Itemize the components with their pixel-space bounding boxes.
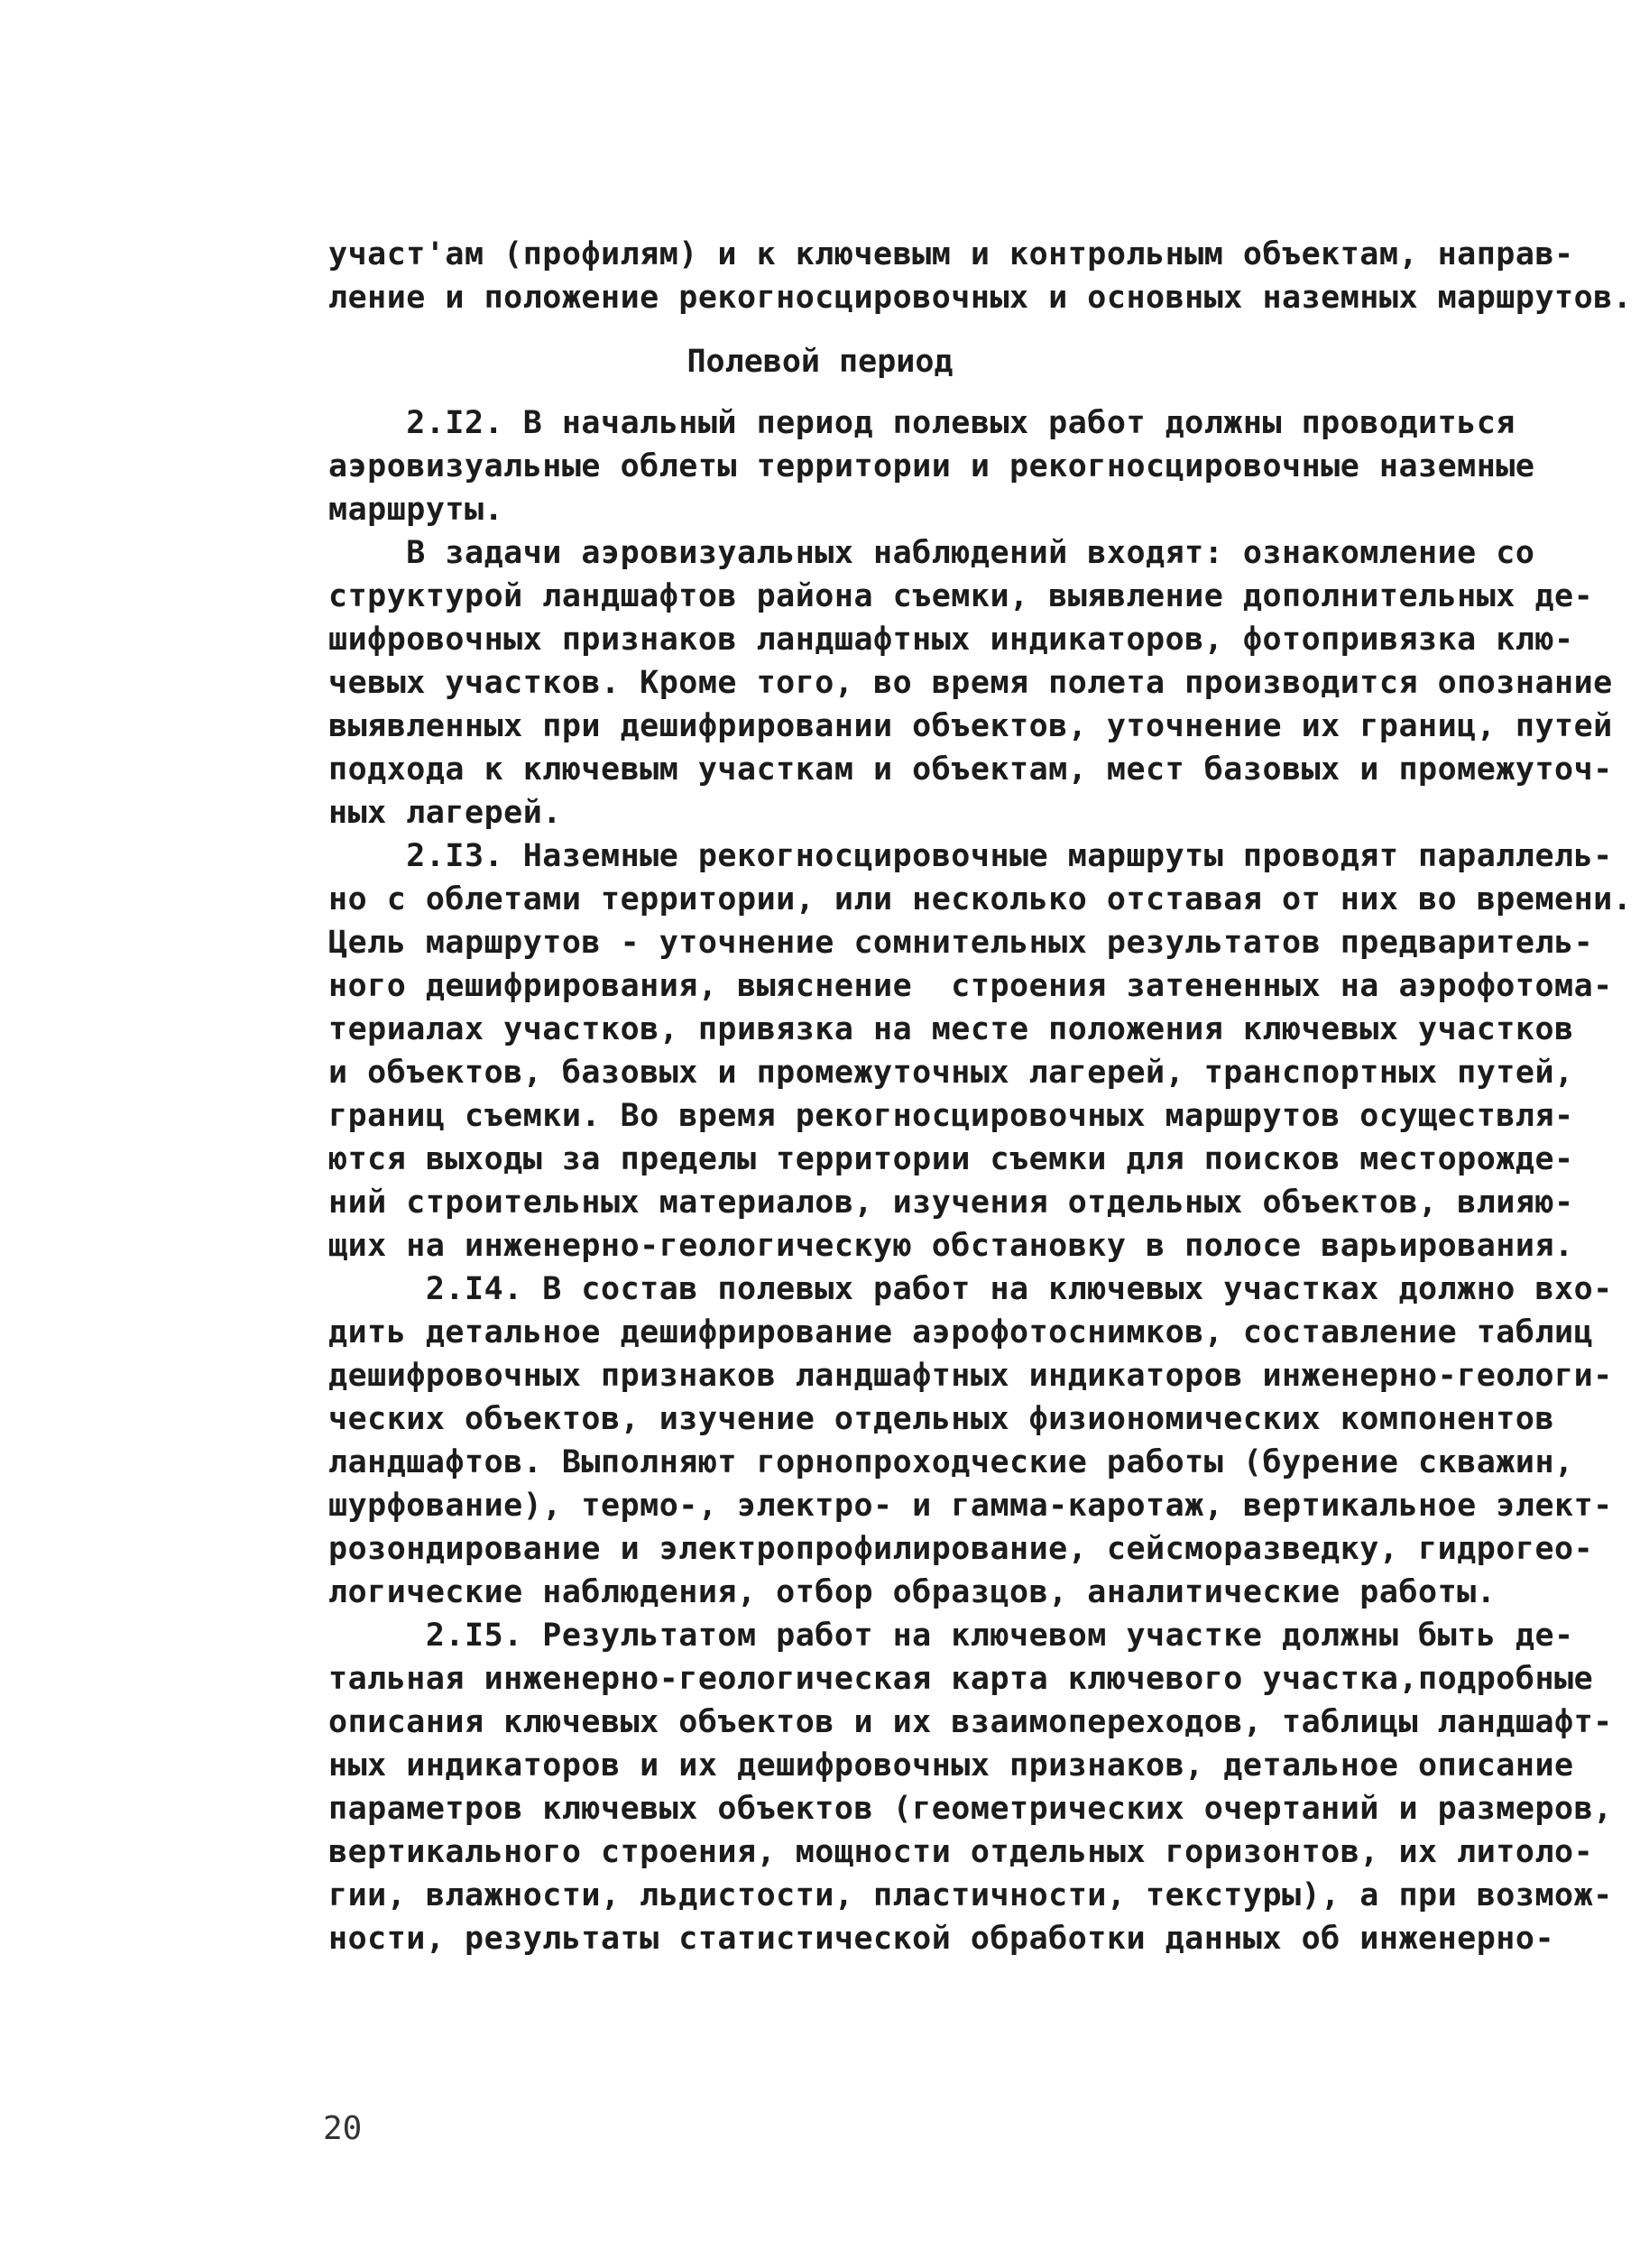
- text-line: дешифровочных признаков ландшафтных индикаторов инженерно-геологи-: [328, 1358, 1613, 1394]
- text-line: ного дешифрирования, выяснение строения затененных на аэрофотома-: [328, 968, 1613, 1004]
- text-line: границ съемки. Во время рекогносцировочных маршрутов осуществля-: [328, 1098, 1574, 1134]
- text-line: териалах участков, привязка на месте положения ключевых участков: [328, 1011, 1574, 1047]
- text-line: аэровизуальные облеты территории и рекогносцировочные наземные: [328, 448, 1535, 484]
- text-line: ний строительных материалов, изучения отдельных объектов, влияю-: [328, 1185, 1574, 1221]
- text-line: ных лагерей.: [328, 795, 562, 831]
- text-line: 2.I3. Наземные рекогносцировочные маршруты проводят параллель-: [328, 838, 1613, 874]
- text-line: тальная инженерно-геологическая карта ключевого участка,подробные: [328, 1661, 1594, 1697]
- text-line: дить детальное дешифрирование аэрофотоснимков, составление таблиц: [328, 1314, 1594, 1351]
- text-line: ются выходы за пределы территории съемки для поисков месторожде-: [328, 1141, 1574, 1177]
- text-line: ландшафтов. Выполняют горнопроходческие работы (бурение скважин,: [328, 1444, 1574, 1480]
- text-line: Цель маршрутов - уточнение сомнительных результатов предваритель-: [328, 925, 1594, 961]
- text-line: 2.I2. В начальный период полевых работ должны проводиться: [328, 405, 1516, 441]
- text-line: ности, результаты статистической обработки данных об инженерно-: [328, 1921, 1555, 1957]
- text-line: В задачи аэровизуальных наблюдений входят: ознакомление со: [328, 535, 1535, 571]
- text-line: и объектов, базовых и промежуточных лагерей, транспортных путей,: [328, 1055, 1574, 1091]
- text-line: но с облетами территории, или несколько отставая от них во времени.: [328, 881, 1633, 917]
- text-line: ных индикаторов и их дешифровочных признаков, детальное описание: [328, 1747, 1574, 1784]
- text-line: гии, влажности, льдистости, пластичности, текстуры), а при возмож-: [328, 1877, 1613, 1913]
- text-line: логические наблюдения, отбор образцов, аналитические работы.: [328, 1574, 1497, 1610]
- text-line: параметров ключевых объектов (геометрических очертаний и размеров,: [328, 1791, 1613, 1827]
- text-line: 2.I5. Результатом работ на ключевом участке должны быть де-: [328, 1618, 1574, 1654]
- text-line: выявленных при дешифрировании объектов, уточнение их границ, путей: [328, 708, 1613, 744]
- text-line: вертикального строения, мощности отдельных горизонтов, их литоло-: [328, 1834, 1594, 1870]
- text-line: розондирование и электропрофилирование, сейсморазведку, гидрогео-: [328, 1531, 1594, 1567]
- text-line: 2.I4. В состав полевых работ на ключевых участках должно вхо-: [328, 1271, 1613, 1307]
- text-line: шифровочных признаков ландшафтных индикаторов, фотопривязка клю-: [328, 622, 1574, 658]
- text-line: чевых участков. Кроме того, во время полета производится опознание: [328, 665, 1613, 701]
- section-heading: Полевой период: [686, 344, 954, 380]
- text-line: подхода к ключевым участкам и объектам, мест базовых и промежуточ-: [328, 751, 1613, 788]
- page-number: 20: [323, 2110, 363, 2147]
- text-line: маршруты.: [328, 492, 504, 528]
- text-line: шурфование), термо-, электро- и гамма-каротаж, вертикальное элект-: [328, 1488, 1613, 1524]
- text-line: участ'ам (профилям) и к ключевым и контрольным объектам, направ-: [328, 236, 1574, 272]
- text-line: структурой ландшафтов района съемки, выявление дополнительных де-: [328, 578, 1594, 614]
- text-line: описания ключевых объектов и их взаимопереходов, таблицы ландшафт-: [328, 1704, 1613, 1740]
- text-line: щих на инженерно-геологическую обстановку в полосе варьирования.: [328, 1228, 1574, 1264]
- text-line: ческих объектов, изучение отдельных физиономических компонентов: [328, 1401, 1555, 1437]
- text-line: ление и положение рекогносцировочных и основных наземных маршрутов.: [328, 280, 1633, 316]
